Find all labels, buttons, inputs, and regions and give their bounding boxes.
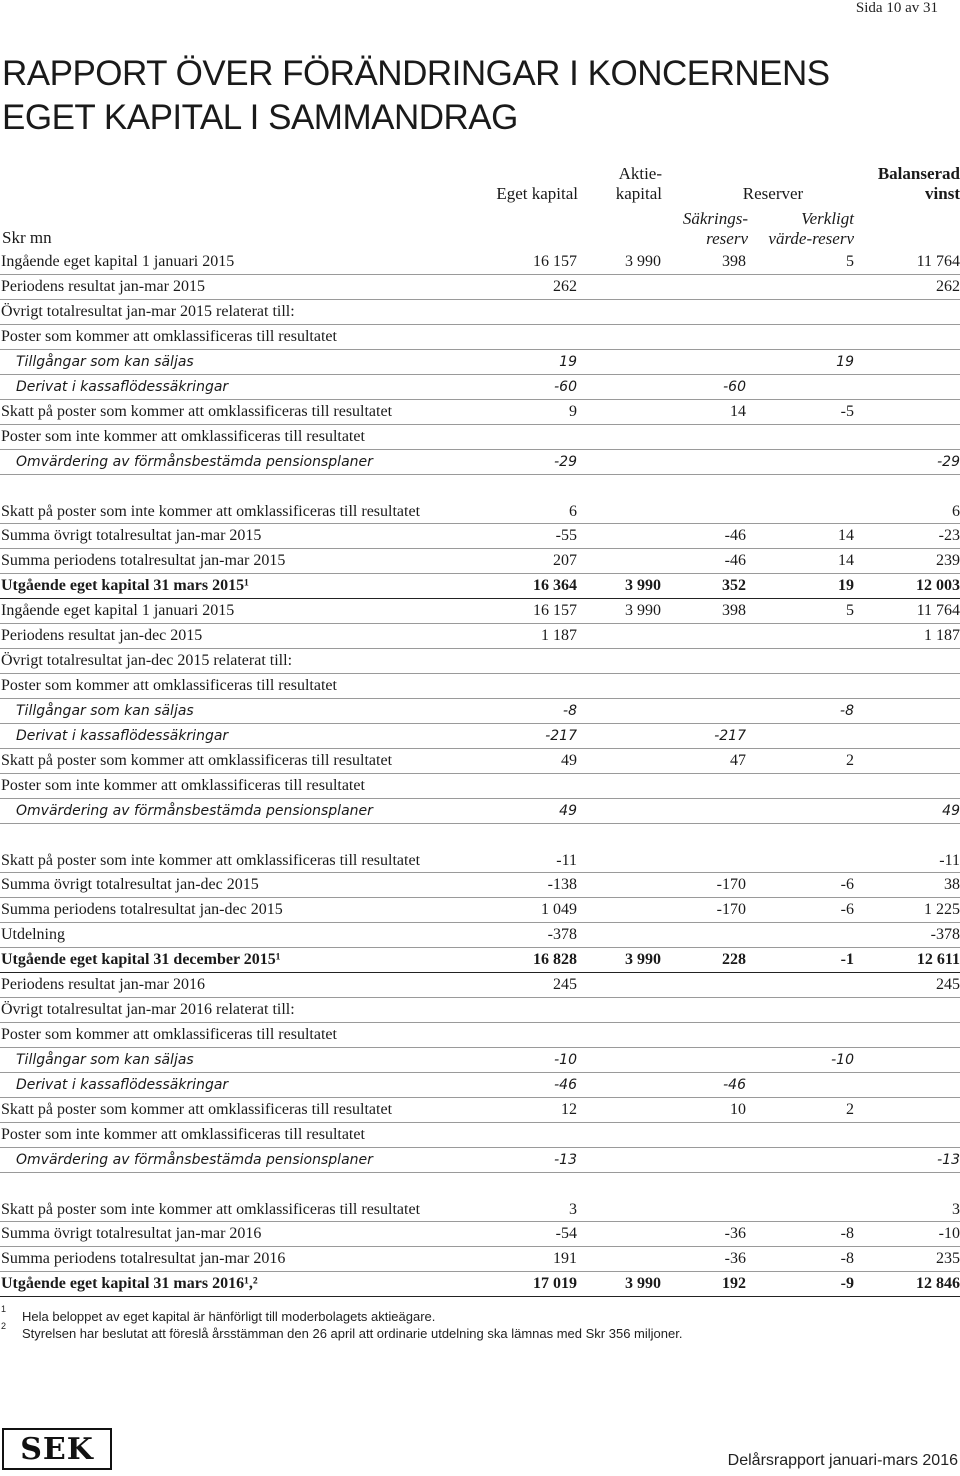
row-label: Poster som kommer att omklassificeras till resultatet [0,1023,440,1048]
cell-c4 [746,275,854,300]
row-label: Summa periodens totalresultat jan-mar 2015 [0,549,440,574]
cell-c3: -46 [661,1073,746,1098]
cell-c5: -29 [854,450,960,475]
cell-c5: 12 003 [854,574,960,599]
cell-c1: -378 [440,923,577,948]
table-row [0,1023,960,1048]
cell-c2 [577,749,661,774]
sek-logo: SEK [2,1428,112,1470]
cell-c2 [577,524,661,549]
cell-c3 [661,425,746,450]
cell-c5 [854,1073,960,1098]
row-label: Utdelning [0,923,440,948]
row-label: Periodens resultat jan-mar 2015 [0,275,440,300]
table-row [0,1148,960,1173]
cell-c4 [746,724,854,749]
cell-c4 [746,1023,854,1048]
cell-c4 [746,300,854,325]
header-eget-kapital: Eget kapital [496,184,578,203]
cell-c5: -23 [854,524,960,549]
cell-c3: -46 [661,524,746,549]
cell-c3 [661,325,746,350]
cell-c5: 12 611 [854,948,960,973]
row-label: Poster som inte kommer att omklassificeras till resultatet [0,1123,440,1148]
cell-c4 [746,1148,854,1173]
header-verkligt-varde-line2: värde-reserv [768,229,854,248]
page-number: Sida 10 av 31 [855,0,938,16]
equity-changes-table [0,250,960,1297]
cell-c4: -8 [746,699,854,724]
table-row [0,325,960,350]
row-label: Tillgångar som kan säljas [0,699,440,724]
table-row [0,275,960,300]
footer-report-title: Delårsrapport januari-mars 2016 [727,1452,958,1469]
cell-c5: 12 846 [854,1272,960,1297]
row-label: Skatt på poster som inte kommer att omklassificeras till resultatet [0,475,440,524]
table-row [0,1123,960,1148]
cell-c1: -29 [440,450,577,475]
cell-c2: 3 990 [577,1272,661,1297]
cell-c2 [577,724,661,749]
cell-c2 [577,923,661,948]
cell-c3: 352 [661,574,746,599]
cell-c3 [661,300,746,325]
cell-c5: 11 764 [854,250,960,275]
cell-c2: 3 990 [577,948,661,973]
cell-c2 [577,624,661,649]
cell-c5: -378 [854,923,960,948]
table-row [0,898,960,923]
cell-c4 [746,973,854,998]
cell-c3: 14 [661,400,746,425]
cell-c3 [661,649,746,674]
header-reserver: Reserver [742,184,804,203]
cell-c1: 9 [440,400,577,425]
table-row [0,624,960,649]
table-row [0,649,960,674]
cell-c5 [854,400,960,425]
cell-c5 [854,325,960,350]
cell-c3 [661,1173,746,1222]
cell-c1: -54 [440,1222,577,1247]
cell-c2: 3 990 [577,574,661,599]
cell-c2 [577,1247,661,1272]
cell-c4 [746,375,854,400]
cell-c2 [577,699,661,724]
row-label: Summa övrigt totalresultat jan-dec 2015 [0,873,440,898]
table-row [0,948,960,973]
row-label: Utgående eget kapital 31 december 2015¹ [0,948,440,973]
cell-c5 [854,724,960,749]
table-row [0,1222,960,1247]
cell-c2 [577,1123,661,1148]
cell-c5 [854,998,960,1023]
cell-c4 [746,799,854,824]
table-row [0,973,960,998]
cell-c5 [854,1098,960,1123]
page-title [2,52,830,140]
cell-c1: 49 [440,749,577,774]
table-row [0,998,960,1023]
cell-c3 [661,350,746,375]
row-label: Skatt på poster som kommer att omklassificeras till resultatet [0,400,440,425]
table-row [0,1048,960,1073]
cell-c4 [746,450,854,475]
header-aktiekapital-line1: Aktie- [618,164,662,183]
cell-c5 [854,425,960,450]
cell-c3 [661,624,746,649]
header-balanserad-line1: Balanserad [877,164,960,183]
cell-c1: 16 828 [440,948,577,973]
cell-c4: 19 [746,574,854,599]
cell-c3 [661,275,746,300]
table-row [0,475,960,524]
cell-c2 [577,973,661,998]
table-row [0,350,960,375]
cell-c1 [440,998,577,1023]
table-row [0,724,960,749]
cell-c4: 2 [746,1098,854,1123]
cell-c1: -217 [440,724,577,749]
cell-c1: 6 [440,475,577,524]
row-label: Poster som inte kommer att omklassificeras till resultatet [0,774,440,799]
cell-c2: 3 990 [577,599,661,624]
cell-c1: 245 [440,973,577,998]
cell-c5: 6 [854,475,960,524]
cell-c4: -8 [746,1222,854,1247]
cell-c3 [661,1023,746,1048]
row-label: Övrigt totalresultat jan-dec 2015 relaterat till: [0,649,440,674]
row-label: Summa övrigt totalresultat jan-mar 2016 [0,1222,440,1247]
row-label: Summa övrigt totalresultat jan-mar 2015 [0,524,440,549]
table-row [0,799,960,824]
header-verkligt-varde-line1: Verkligt [801,209,854,228]
cell-c3 [661,1123,746,1148]
cell-c5 [854,1048,960,1073]
cell-c3: -170 [661,873,746,898]
cell-c4 [746,475,854,524]
cell-c1: 1 049 [440,898,577,923]
header-aktiekapital-line2: kapital [615,184,662,203]
cell-c2 [577,824,661,873]
cell-c5: -11 [854,824,960,873]
cell-c5: 3 [854,1173,960,1222]
cell-c1: 16 364 [440,574,577,599]
cell-c1 [440,774,577,799]
cell-c5: -10 [854,1222,960,1247]
row-label: Derivat i kassaflödessäkringar [0,724,440,749]
cell-c4 [746,824,854,873]
table-row [0,1247,960,1272]
row-label: Omvärdering av förmånsbestämda pensionsplaner [0,450,440,475]
cell-c2 [577,350,661,375]
cell-c3 [661,973,746,998]
cell-c2 [577,300,661,325]
table-row [0,1073,960,1098]
cell-c1 [440,649,577,674]
cell-c2 [577,475,661,524]
cell-c2 [577,1073,661,1098]
row-label: Ingående eget kapital 1 januari 2015 [0,250,440,275]
table-row [0,1098,960,1123]
cell-c3 [661,1048,746,1073]
row-label: Utgående eget kapital 31 mars 2015¹ [0,574,440,599]
table-row [0,1272,960,1297]
cell-c2 [577,325,661,350]
cell-c2 [577,1048,661,1073]
cell-c2 [577,674,661,699]
cell-c3: 47 [661,749,746,774]
cell-c5 [854,749,960,774]
row-label: Omvärdering av förmånsbestämda pensionsplaner [0,1148,440,1173]
cell-c3: -217 [661,724,746,749]
cell-c3: 398 [661,250,746,275]
cell-c4 [746,923,854,948]
cell-c2 [577,799,661,824]
header-sakringsreserv-line1: Säkrings- [682,209,748,228]
cell-c1: 207 [440,549,577,574]
cell-c5 [854,774,960,799]
row-label: Skatt på poster som inte kommer att omklassificeras till resultatet [0,1173,440,1222]
cell-c3: -46 [661,549,746,574]
row-label: Derivat i kassaflödessäkringar [0,375,440,400]
title-line-1: RAPPORT ÖVER FÖRÄNDRINGAR I KONCERNENS [2,54,830,93]
cell-c5: 262 [854,275,960,300]
table-row [0,599,960,624]
cell-c1: 17 019 [440,1272,577,1297]
cell-c1: -13 [440,1148,577,1173]
cell-c3 [661,674,746,699]
cell-c5: -13 [854,1148,960,1173]
table-row [0,749,960,774]
cell-c4 [746,1123,854,1148]
cell-c3 [661,475,746,524]
cell-c1: -8 [440,699,577,724]
cell-c2 [577,375,661,400]
row-label: Summa periodens totalresultat jan-dec 2015 [0,898,440,923]
cell-c1: -46 [440,1073,577,1098]
cell-c1 [440,1023,577,1048]
cell-c4: -6 [746,898,854,923]
cell-c3 [661,1148,746,1173]
table-body [0,250,960,1297]
cell-c3: 228 [661,948,746,973]
cell-c2 [577,1222,661,1247]
table-row [0,574,960,599]
cell-c2 [577,549,661,574]
row-label: Poster som kommer att omklassificeras till resultatet [0,325,440,350]
cell-c5: 49 [854,799,960,824]
cell-c1 [440,300,577,325]
row-label: Ingående eget kapital 1 januari 2015 [0,599,440,624]
row-label: Utgående eget kapital 31 mars 2016¹,² [0,1272,440,1297]
cell-c5: 38 [854,873,960,898]
cell-c4: -6 [746,873,854,898]
cell-c4: -10 [746,1048,854,1073]
cell-c1 [440,425,577,450]
cell-c3 [661,450,746,475]
cell-c4 [746,624,854,649]
cell-c1: 191 [440,1247,577,1272]
cell-c2 [577,450,661,475]
row-label: Tillgångar som kan säljas [0,350,440,375]
cell-c1: -10 [440,1048,577,1073]
footnote-mark: 2 [1,1321,7,1331]
cell-c5: 1 225 [854,898,960,923]
cell-c4 [746,649,854,674]
table-row [0,400,960,425]
table-row [0,699,960,724]
cell-c3 [661,699,746,724]
cell-c1: 12 [440,1098,577,1123]
cell-c3: -60 [661,375,746,400]
cell-c1: 262 [440,275,577,300]
cell-c5 [854,1023,960,1048]
cell-c4: -9 [746,1272,854,1297]
cell-c1 [440,325,577,350]
table-row [0,524,960,549]
row-label: Övrigt totalresultat jan-mar 2015 relaterat till: [0,300,440,325]
cell-c3: -36 [661,1222,746,1247]
cell-c4 [746,674,854,699]
cell-c3 [661,824,746,873]
cell-c3: 398 [661,599,746,624]
cell-c5 [854,350,960,375]
header-balanserad-line2: vinst [925,184,960,203]
cell-c3: 192 [661,1272,746,1297]
footnote-text: Styrelsen har beslutat att föreslå årsstämman den 26 april att ordinarie utdelning ska lämnas med Skr 356 miljoner. [22,1326,683,1341]
cell-c3 [661,774,746,799]
cell-c1: -138 [440,873,577,898]
cell-c2 [577,1173,661,1222]
cell-c5: 239 [854,549,960,574]
cell-c4: 2 [746,749,854,774]
table-row [0,450,960,475]
footnote-mark: 1 [1,1304,7,1314]
cell-c3: -36 [661,1247,746,1272]
row-label: Skatt på poster som kommer att omklassificeras till resultatet [0,1098,440,1123]
table-row [0,375,960,400]
row-label: Tillgångar som kan säljas [0,1048,440,1073]
cell-c2 [577,425,661,450]
title-line-2: EGET KAPITAL I SAMMANDRAG [2,98,518,137]
cell-c5: 1 187 [854,624,960,649]
cell-c4: -8 [746,1247,854,1272]
cell-c1 [440,1123,577,1148]
row-label: Skatt på poster som kommer att omklassificeras till resultatet [0,749,440,774]
cell-c3 [661,998,746,1023]
cell-c1: -55 [440,524,577,549]
cell-c5 [854,375,960,400]
cell-c1: 16 157 [440,250,577,275]
table-row [0,250,960,275]
cell-c5 [854,1123,960,1148]
row-label: Poster som inte kommer att omklassificeras till resultatet [0,425,440,450]
cell-c4 [746,998,854,1023]
cell-c2 [577,400,661,425]
cell-c4: -1 [746,948,854,973]
cell-c5: 235 [854,1247,960,1272]
cell-c1: 16 157 [440,599,577,624]
cell-c1 [440,674,577,699]
cell-c4: 14 [746,549,854,574]
cell-c1: -60 [440,375,577,400]
table-row [0,425,960,450]
cell-c5: 245 [854,973,960,998]
cell-c1: 1 187 [440,624,577,649]
row-label: Summa periodens totalresultat jan-mar 2016 [0,1247,440,1272]
cell-c3: -170 [661,898,746,923]
cell-c5 [854,699,960,724]
footnote-text: Hela beloppet av eget kapital är hänförligt till moderbolagets aktieägare. [22,1309,436,1324]
cell-c2 [577,774,661,799]
cell-c1: -11 [440,824,577,873]
cell-c3 [661,923,746,948]
table-row [0,300,960,325]
cell-c4 [746,325,854,350]
cell-c5 [854,300,960,325]
cell-c2 [577,1148,661,1173]
table-row [0,549,960,574]
cell-c4 [746,774,854,799]
cell-c2 [577,873,661,898]
row-label: Poster som kommer att omklassificeras till resultatet [0,674,440,699]
header-sakringsreserv-line2: reserv [706,229,748,248]
row-label: Periodens resultat jan-dec 2015 [0,624,440,649]
cell-c4: 19 [746,350,854,375]
cell-c5: 11 764 [854,599,960,624]
cell-c4 [746,1073,854,1098]
cell-c5 [854,649,960,674]
cell-c4: 14 [746,524,854,549]
cell-c2 [577,1023,661,1048]
cell-c4 [746,425,854,450]
cell-c1: 49 [440,799,577,824]
table-row [0,873,960,898]
table-row [0,923,960,948]
cell-c4: -5 [746,400,854,425]
cell-c2 [577,649,661,674]
cell-c1: 3 [440,1173,577,1222]
cell-c4: 5 [746,250,854,275]
table-row [0,674,960,699]
cell-c2: 3 990 [577,250,661,275]
table-row [0,824,960,873]
table-row [0,774,960,799]
cell-c3 [661,799,746,824]
cell-c2 [577,898,661,923]
cell-c4 [746,1173,854,1222]
cell-c5 [854,674,960,699]
cell-c2 [577,1098,661,1123]
cell-c1: 19 [440,350,577,375]
cell-c2 [577,998,661,1023]
unit-label: Skr mn [2,228,52,247]
cell-c4: 5 [746,599,854,624]
cell-c2 [577,275,661,300]
row-label: Övrigt totalresultat jan-mar 2016 relaterat till: [0,998,440,1023]
row-label: Periodens resultat jan-mar 2016 [0,973,440,998]
row-label: Derivat i kassaflödessäkringar [0,1073,440,1098]
row-label: Omvärdering av förmånsbestämda pensionsplaner [0,799,440,824]
cell-c3: 10 [661,1098,746,1123]
table-row [0,1173,960,1222]
row-label: Skatt på poster som inte kommer att omklassificeras till resultatet [0,824,440,873]
